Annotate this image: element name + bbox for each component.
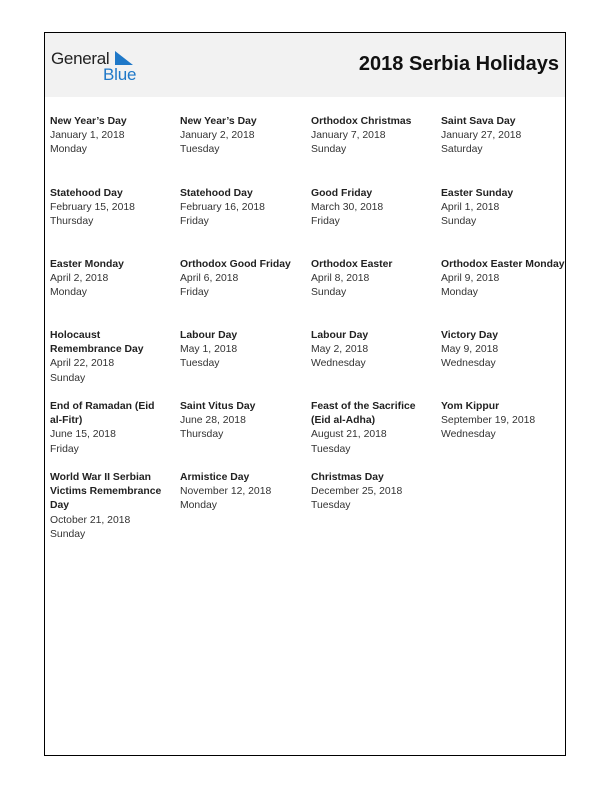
holiday-item xyxy=(180,258,302,301)
holiday-name: Orthodox Easter xyxy=(311,259,393,270)
holiday-item xyxy=(180,471,302,514)
holiday-name: Labour Day xyxy=(311,330,369,341)
holiday-name: Orthodox Good Friday xyxy=(180,259,291,270)
holiday-item xyxy=(50,471,166,542)
holiday-weekday: Tuesday xyxy=(180,144,220,156)
holiday-item xyxy=(50,187,172,230)
holiday-date: August 21, 2018 xyxy=(311,429,387,441)
holiday-weekday: Wednesday xyxy=(311,358,366,370)
holiday-name: Orthodox Christmas xyxy=(311,116,412,127)
holiday-weekday: Saturday xyxy=(441,144,483,156)
holiday-date: December 25, 2018 xyxy=(311,486,403,498)
holiday-item xyxy=(441,115,563,158)
holiday-weekday: Friday xyxy=(180,287,209,299)
holiday-name: Yom Kippur xyxy=(441,401,500,412)
holiday-date: January 1, 2018 xyxy=(50,130,125,142)
holiday-date: February 16, 2018 xyxy=(180,202,265,214)
holiday-date: May 9, 2018 xyxy=(441,344,499,356)
holiday-weekday: Thursday xyxy=(180,429,224,441)
holiday-item xyxy=(180,400,302,443)
holiday-date: April 22, 2018 xyxy=(50,358,115,370)
holiday-item xyxy=(441,258,565,301)
holiday-name: Holocaust Remembrance Day xyxy=(50,330,144,356)
holiday-item xyxy=(311,329,433,372)
holiday-date: June 28, 2018 xyxy=(180,415,246,427)
holiday-name: Statehood Day xyxy=(50,188,123,199)
holiday-item xyxy=(180,329,302,372)
holiday-item xyxy=(311,400,419,457)
holiday-date: February 15, 2018 xyxy=(50,202,135,214)
holiday-date: October 21, 2018 xyxy=(50,514,131,526)
holiday-item xyxy=(50,400,168,457)
page-frame xyxy=(44,32,566,756)
holiday-item xyxy=(311,258,433,301)
holiday-item xyxy=(50,258,172,301)
holiday-name: Victory Day xyxy=(441,330,498,341)
holiday-weekday: Sunday xyxy=(50,528,86,540)
holiday-weekday: Friday xyxy=(50,443,79,455)
holiday-weekday: Sunday xyxy=(441,216,477,228)
holiday-date: June 15, 2018 xyxy=(50,429,116,441)
holiday-weekday: Tuesday xyxy=(311,500,351,512)
holiday-item xyxy=(50,115,172,158)
holiday-name: Feast of the Sacrifice (Eid al-Adha) xyxy=(311,401,416,427)
holiday-weekday: Monday xyxy=(441,287,478,299)
holiday-weekday: Tuesday xyxy=(180,358,220,370)
holiday-item xyxy=(311,115,433,158)
holiday-weekday: Sunday xyxy=(311,144,347,156)
holiday-item xyxy=(441,400,563,443)
holiday-name: Orthodox Easter Monday xyxy=(441,259,565,270)
holiday-date: September 19, 2018 xyxy=(441,415,536,427)
holiday-date: March 30, 2018 xyxy=(311,202,384,214)
holiday-weekday: Sunday xyxy=(50,372,86,384)
holiday-name: New Year’s Day xyxy=(180,116,257,127)
holiday-name: World War II Serbian Victims Remembrance Day xyxy=(50,472,162,512)
holiday-weekday: Monday xyxy=(180,500,217,512)
holiday-weekday: Wednesday xyxy=(441,358,496,370)
holiday-name: Armistice Day xyxy=(180,472,250,483)
holiday-item xyxy=(180,115,302,158)
holiday-date: April 9, 2018 xyxy=(441,273,500,285)
logo-blue-text: Blue xyxy=(103,65,137,84)
holiday-name: Christmas Day xyxy=(311,472,384,483)
holiday-item xyxy=(441,187,563,230)
holiday-weekday: Friday xyxy=(311,216,340,228)
holiday-weekday: Monday xyxy=(50,287,87,299)
holiday-weekday: Sunday xyxy=(311,287,347,299)
header-band xyxy=(45,33,565,97)
generalblue-logo xyxy=(51,49,141,85)
holiday-date: April 1, 2018 xyxy=(441,202,500,214)
holiday-item xyxy=(311,187,433,230)
holiday-weekday: Wednesday xyxy=(441,429,496,441)
holiday-weekday: Friday xyxy=(180,216,209,228)
page-title: 2018 Serbia Holidays xyxy=(358,53,559,75)
holiday-item xyxy=(311,471,433,514)
holiday-name: Easter Monday xyxy=(50,259,124,270)
holiday-date: January 2, 2018 xyxy=(180,130,255,142)
holiday-date: January 7, 2018 xyxy=(311,130,386,142)
holiday-date: November 12, 2018 xyxy=(180,486,272,498)
holiday-weekday: Tuesday xyxy=(311,443,351,455)
holiday-date: April 2, 2018 xyxy=(50,273,109,285)
holiday-name: Labour Day xyxy=(180,330,238,341)
holiday-weekday: Monday xyxy=(50,144,87,156)
holiday-date: January 27, 2018 xyxy=(441,130,522,142)
holiday-name: Saint Sava Day xyxy=(441,116,516,127)
holiday-name: New Year’s Day xyxy=(50,116,127,127)
holiday-name: Statehood Day xyxy=(180,188,253,199)
holiday-name: Easter Sunday xyxy=(441,188,514,199)
holiday-weekday: Thursday xyxy=(50,216,94,228)
holiday-date: April 8, 2018 xyxy=(311,273,370,285)
holiday-date: May 2, 2018 xyxy=(311,344,369,356)
holiday-name: End of Ramadan (Eid al-Fitr) xyxy=(50,401,155,427)
holiday-name: Good Friday xyxy=(311,188,373,199)
holiday-name: Saint Vitus Day xyxy=(180,401,256,412)
holiday-item xyxy=(180,187,302,230)
holiday-item xyxy=(50,329,150,386)
holiday-date: April 6, 2018 xyxy=(180,273,239,285)
logo-triangle-icon xyxy=(115,51,133,65)
holiday-date: May 1, 2018 xyxy=(180,344,238,356)
logo-general-text: General xyxy=(51,49,110,68)
holiday-item xyxy=(441,329,563,372)
